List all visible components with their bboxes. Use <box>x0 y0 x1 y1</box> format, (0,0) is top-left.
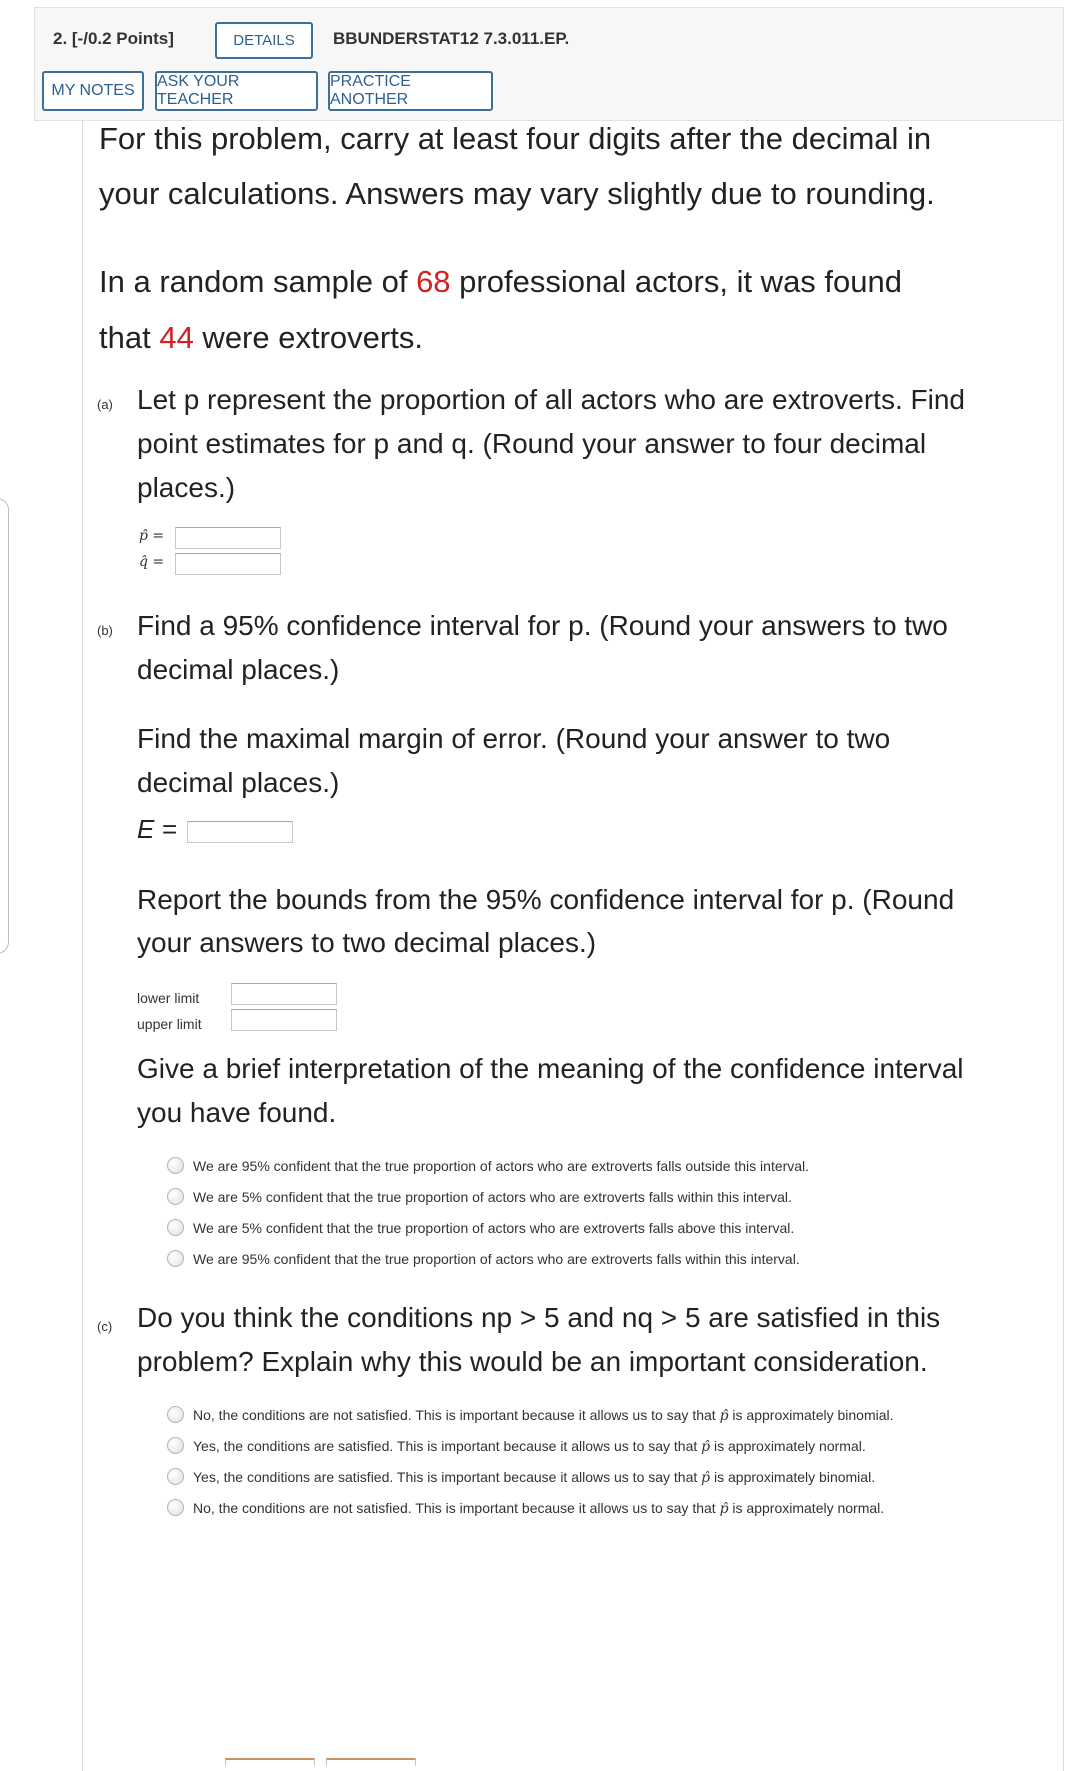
interpretation-option-3-radio[interactable] <box>167 1219 184 1236</box>
text: Yes, the conditions are satisfied. This is important because it allows us to say that <box>193 1469 702 1485</box>
part-c-line-2: problem? Explain why this would be an important consideration. <box>137 1346 928 1377</box>
interpretation-option-1-radio[interactable] <box>167 1157 184 1174</box>
text: In a random sample of <box>99 264 417 299</box>
part-b-line-2: decimal places.) <box>137 654 340 685</box>
sample-sentence-line-2 <box>99 310 423 366</box>
interpretation-option-1-label: We are 95% confident that the true proportion of actors who are extroverts falls outside this interval. <box>193 1158 810 1174</box>
conditions-option-2-label <box>193 1438 866 1455</box>
margin-of-error-line-2: decimal places.) <box>137 767 340 798</box>
part-c-label: (c) <box>97 1319 113 1334</box>
interpretation-line-2: you have found. <box>137 1097 337 1128</box>
part-a-line-3: places.) <box>137 472 236 503</box>
text: that <box>99 320 160 355</box>
conditions-option-1-label <box>193 1407 894 1424</box>
upper-limit-label: upper limit <box>137 1016 202 1032</box>
practice-another-button[interactable]: PRACTICE ANOTHER <box>328 71 493 111</box>
margin-of-error-line-1: Find the maximal margin of error. (Round your answer to two <box>137 723 891 754</box>
text: is approximately normal. <box>710 1438 866 1454</box>
conditions-option-1-radio[interactable] <box>167 1406 184 1423</box>
e-label: E = <box>137 814 177 844</box>
sample-sentence-line-1 <box>99 254 902 310</box>
instruction-line-2: your calculations. Answers may vary slightly due to rounding. <box>99 176 935 211</box>
extrovert-count-value: 44 <box>159 320 194 355</box>
conditions-option-3-radio[interactable] <box>167 1468 184 1485</box>
p-hat-symbol: p̂ <box>719 1501 729 1517</box>
text: were extroverts. <box>193 320 423 355</box>
text: is approximately binomial. <box>728 1407 894 1423</box>
interpretation-option-4-label: We are 95% confident that the true proportion of actors who are extroverts falls within this interval. <box>193 1251 800 1267</box>
interpretation-option-4-radio[interactable] <box>167 1250 184 1267</box>
bounds-line-2: your answers to two decimal places.) <box>137 927 597 958</box>
p-hat-symbol: p̂ <box>719 1408 729 1424</box>
bottom-button-2[interactable] <box>326 1758 416 1766</box>
text: No, the conditions are not satisfied. This is important because it allows us to say that <box>193 1407 720 1423</box>
text: No, the conditions are not satisfied. This is important because it allows us to say that <box>193 1500 720 1516</box>
details-button[interactable]: DETAILS <box>215 22 313 59</box>
part-a-label: (a) <box>97 397 113 412</box>
my-notes-button[interactable]: MY NOTES <box>42 71 144 111</box>
side-scroll-bracket <box>0 498 9 954</box>
problem-id: BBUNDERSTAT12 7.3.011.EP. <box>333 29 570 48</box>
interpretation-line-1: Give a brief interpretation of the meaning of the confidence interval <box>137 1053 964 1084</box>
conditions-option-3-label <box>193 1469 875 1486</box>
bottom-button-1[interactable] <box>225 1758 315 1766</box>
interpretation-option-2-radio[interactable] <box>167 1188 184 1205</box>
text: Yes, the conditions are satisfied. This is important because it allows us to say that <box>193 1438 702 1454</box>
interpretation-option-3-label: We are 5% confident that the true proportion of actors who are extroverts falls above this interval. <box>193 1220 795 1236</box>
margin-of-error-input[interactable] <box>187 821 293 843</box>
p-hat-input[interactable] <box>175 527 281 549</box>
part-a-line-2: point estimates for p and q. (Round your answer to four decimal <box>137 428 927 459</box>
p-hat-symbol: p̂ <box>701 1439 711 1455</box>
ask-your-teacher-button[interactable]: ASK YOUR TEACHER <box>155 71 318 111</box>
bounds-line-1: Report the bounds from the 95% confidence interval for p. (Round <box>137 884 955 915</box>
q-hat-input[interactable] <box>175 553 281 575</box>
question-body <box>82 121 1064 1771</box>
conditions-option-2-radio[interactable] <box>167 1437 184 1454</box>
lower-limit-input[interactable] <box>231 983 337 1005</box>
p-hat-symbol: p̂ <box>701 1470 711 1486</box>
text: professional actors, it was found <box>450 264 902 299</box>
upper-limit-input[interactable] <box>231 1009 337 1031</box>
question-header <box>34 7 1064 121</box>
q-hat-label: q̂ = <box>139 554 165 570</box>
part-b-line-1: Find a 95% confidence interval for p. (Round your answers to two <box>137 610 948 641</box>
p-hat-label: p̂ = <box>139 528 165 544</box>
instruction-line-1: For this problem, carry at least four digits after the decimal in <box>99 121 932 156</box>
conditions-option-4-radio[interactable] <box>167 1499 184 1516</box>
sample-size-value: 68 <box>416 264 451 299</box>
question-number: 2. [-/0.2 Points] <box>53 29 174 48</box>
part-a-line-1: Let p represent the proportion of all actors who are extroverts. Find <box>137 384 965 415</box>
text: is approximately normal. <box>728 1500 885 1516</box>
part-b-label: (b) <box>97 623 113 638</box>
conditions-option-4-label <box>193 1500 884 1517</box>
interpretation-option-2-label: We are 5% confident that the true proportion of actors who are extroverts falls within this interval. <box>193 1189 792 1205</box>
lower-limit-label: lower limit <box>137 990 200 1006</box>
text: is approximately binomial. <box>710 1469 876 1485</box>
part-c-line-1: Do you think the conditions np > 5 and nq > 5 are satisfied in this <box>137 1302 941 1333</box>
